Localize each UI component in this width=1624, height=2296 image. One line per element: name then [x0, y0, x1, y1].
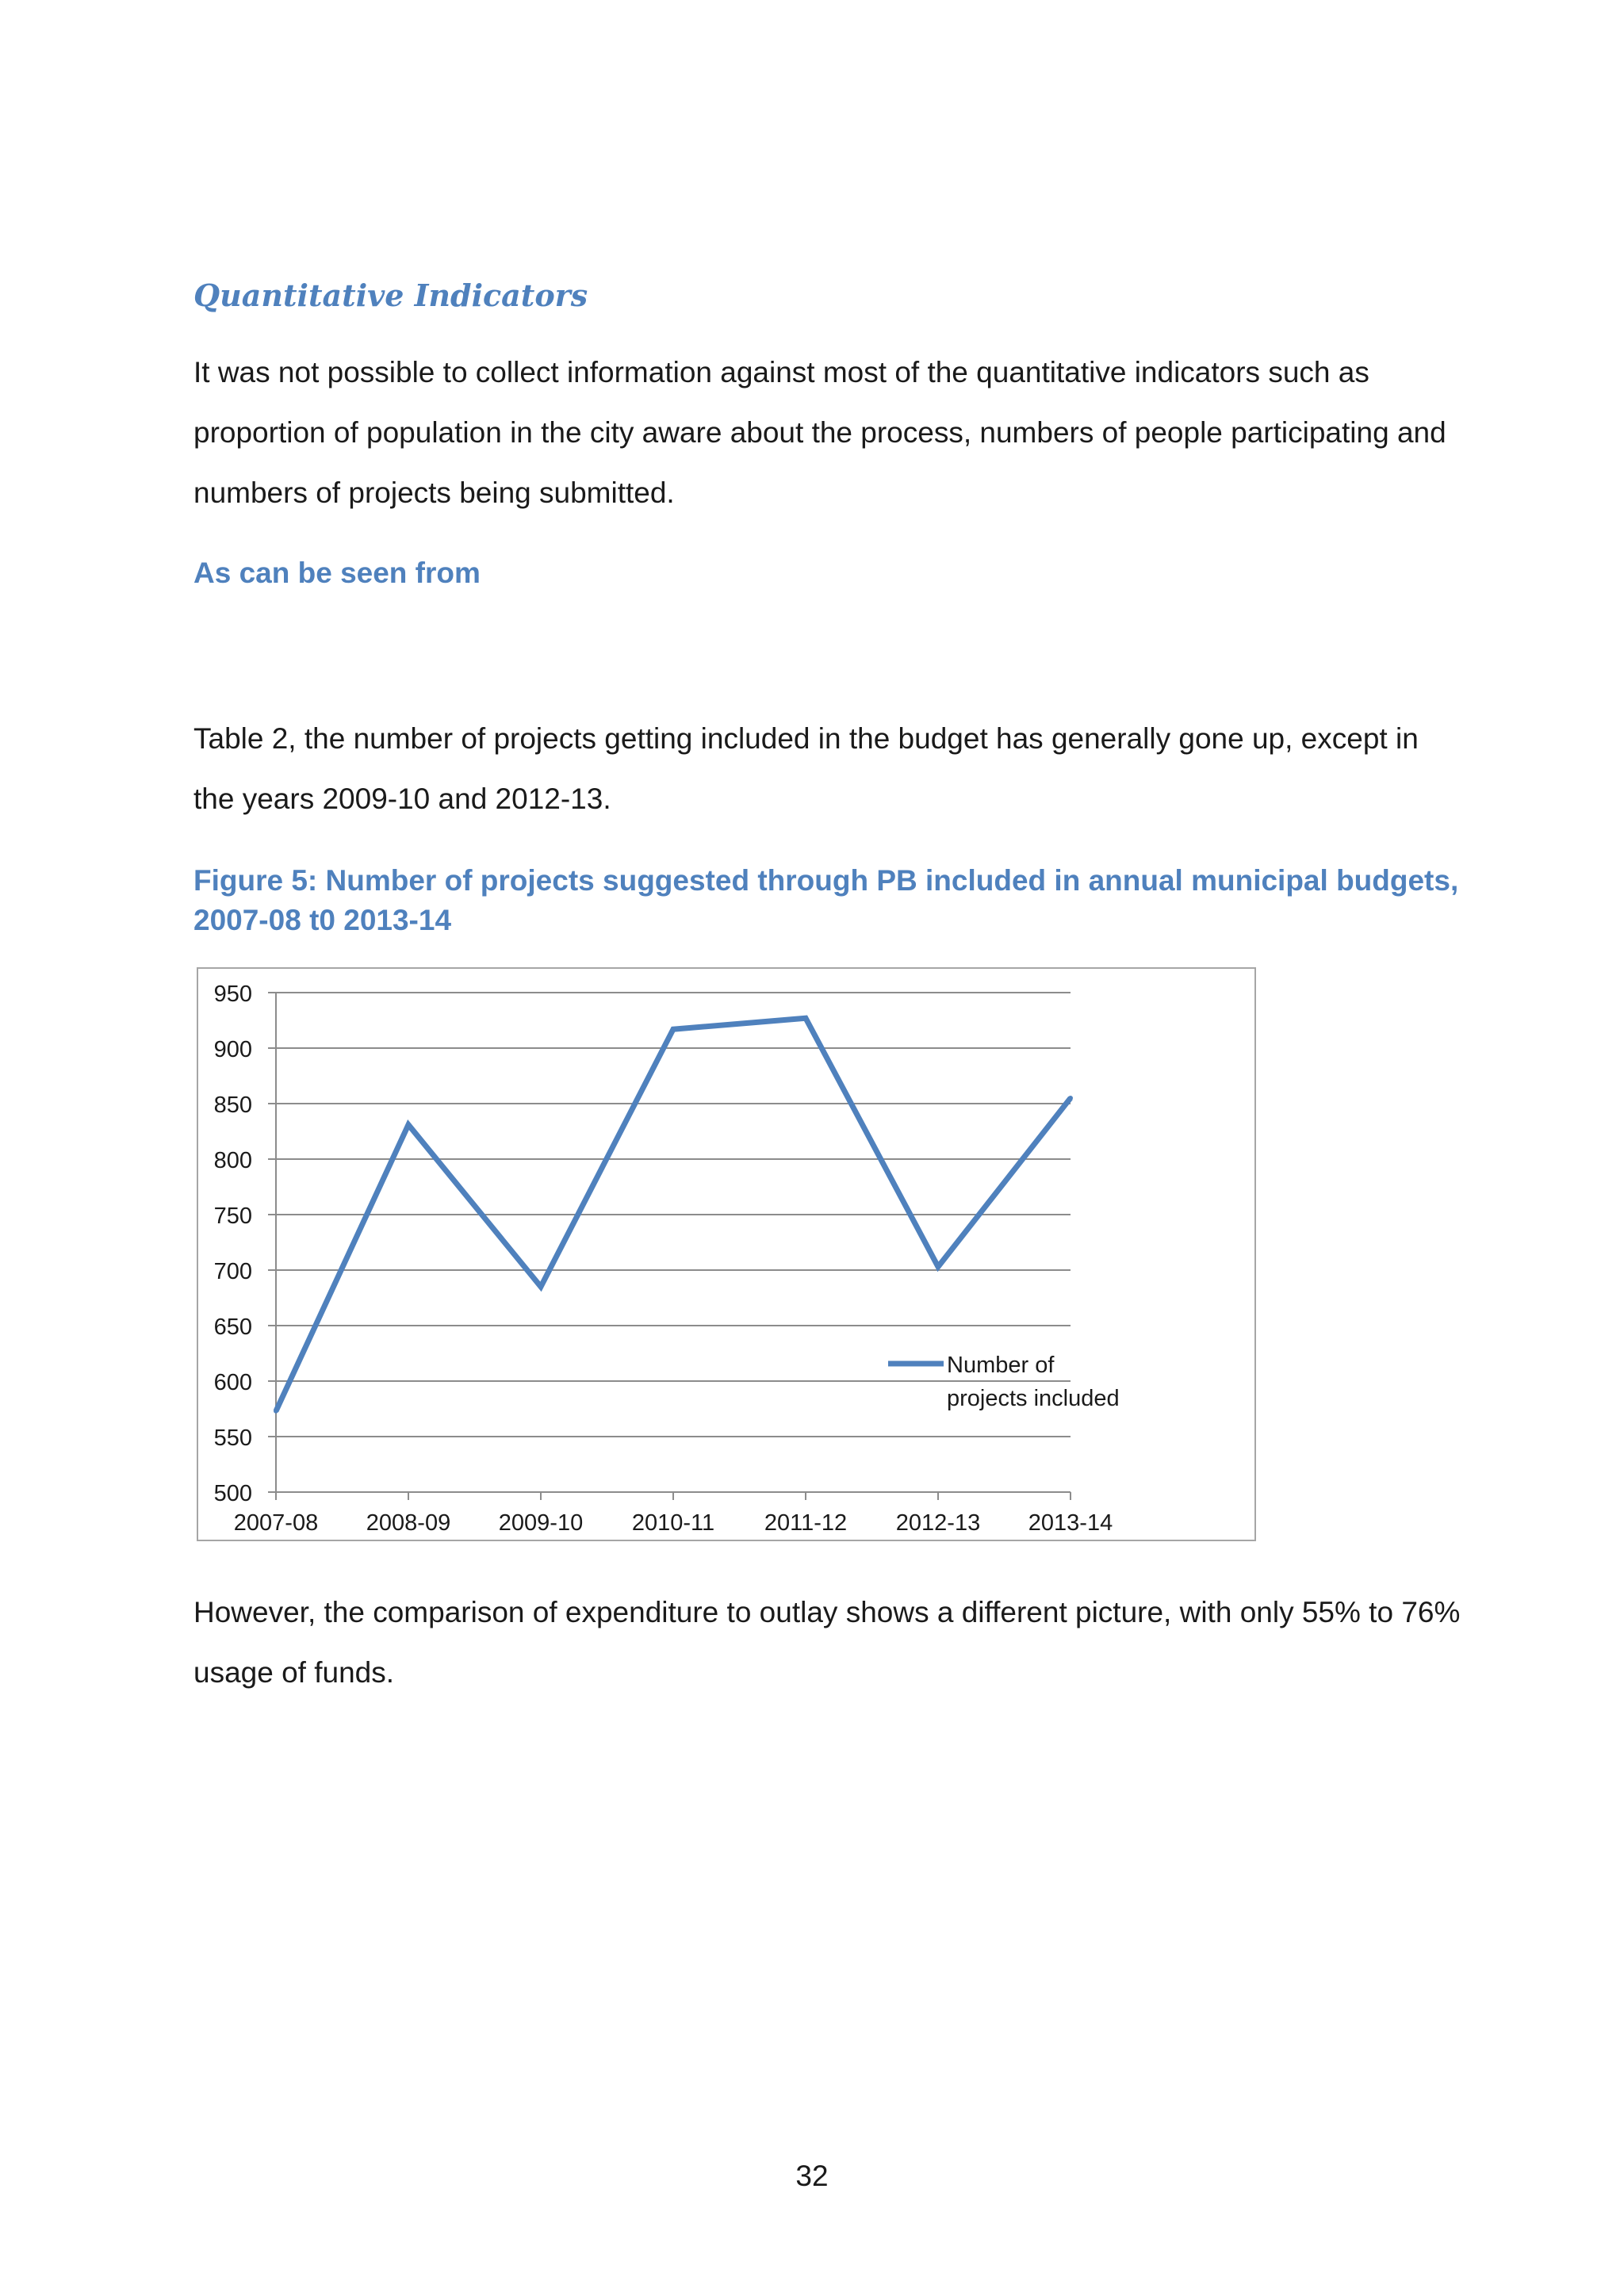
data-point	[538, 1284, 543, 1289]
data-point	[274, 1409, 278, 1414]
line-chart	[197, 967, 1256, 1541]
x-tick-label: 2012-13	[895, 1510, 981, 1536]
y-tick-label: 600	[213, 1370, 252, 1395]
x-tick-label: 2009-10	[498, 1510, 584, 1536]
data-point	[1068, 1096, 1073, 1100]
x-tick-label: 2008-09	[366, 1510, 451, 1536]
legend-label: Number of	[947, 1353, 1055, 1378]
data-point	[936, 1265, 940, 1269]
x-tick-labels	[234, 1510, 1113, 1536]
y-tick-label: 650	[213, 1314, 252, 1340]
data-point	[803, 1016, 808, 1020]
x-tick-label: 2013-14	[1028, 1510, 1113, 1536]
axes	[268, 993, 1071, 1500]
y-tick-label: 750	[213, 1203, 252, 1229]
x-tick-label: 2011-12	[764, 1510, 848, 1536]
page-number: 32	[795, 2160, 829, 2192]
x-tick-label: 2007-08	[233, 1510, 319, 1536]
data-point	[406, 1123, 411, 1127]
y-tick-labels	[214, 982, 252, 1506]
y-tick-label: 850	[213, 1093, 252, 1118]
paragraph-table-reference: Table 2, the number of projects getting included in the budget has generally gone up, except in the years 2009-10 and 2012-13.	[193, 722, 1419, 815]
paragraph-indicators: It was not possible to collect information against most of the quantitative indicators such as proportion of population in the city aware about the process, numbers of people participating and numbers of projects being submitted.	[193, 356, 1446, 509]
x-tick-label: 2010-11	[631, 1510, 715, 1536]
y-tick-label: 550	[213, 1425, 252, 1451]
chart-svg	[198, 969, 1258, 1543]
y-tick-label: 900	[213, 1037, 252, 1062]
figure-caption: Figure 5: Number of projects suggested through PB included in annual municipal budgets, 2007-08 t0 2013-14	[193, 864, 1459, 936]
y-tick-label: 800	[213, 1148, 252, 1173]
legend-label: projects included	[947, 1386, 1120, 1411]
y-tick-label: 500	[213, 1481, 252, 1506]
paragraph-expenditure: However, the comparison of expenditure to outlay shows a different picture, with only 55% to 76% usage of funds.	[193, 1596, 1461, 1689]
data-point	[671, 1027, 676, 1031]
y-tick-label: 700	[213, 1259, 252, 1284]
subheading-link-text: As can be seen from	[193, 557, 481, 589]
section-heading: Quantitative Indicators	[193, 277, 588, 313]
y-tick-label: 950	[213, 982, 252, 1007]
